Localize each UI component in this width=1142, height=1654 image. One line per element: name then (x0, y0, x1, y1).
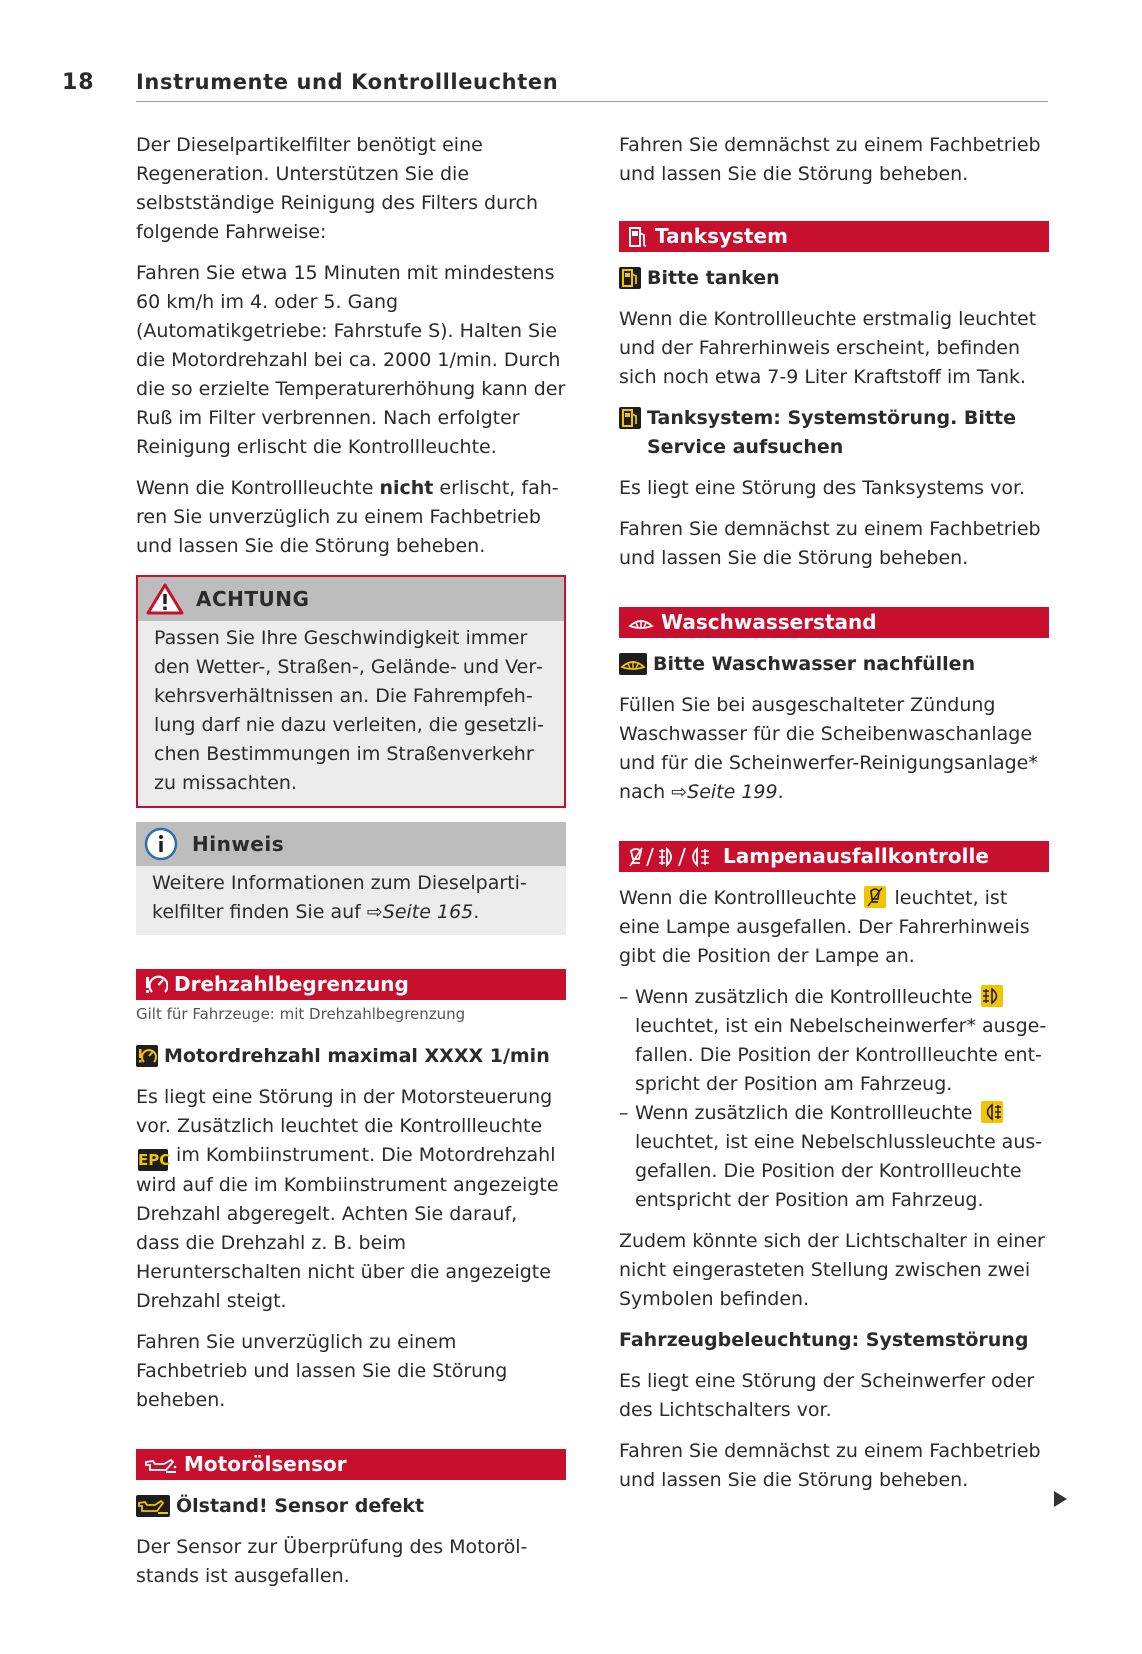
subsection-tank-fault-title: Tanksystem: Systemstörung. Bitte Service aufsuchen (647, 407, 1016, 458)
fuel-warning-icon (619, 267, 641, 289)
oil-warning-icon (136, 1495, 170, 1517)
subsection-oil-level-title: Ölstand! Sensor defekt (176, 1495, 425, 1517)
subsection-washer-refill-title: Bitte Waschwasser nachfüllen (653, 653, 976, 675)
washer-fluid-icon (627, 614, 655, 632)
section-oil-sensor (136, 1449, 566, 1480)
section-washer-fluid-title: Waschwasserstand (661, 610, 877, 634)
note-box (136, 822, 566, 935)
dpf-not-off: Wenn die Kontrollleuchte nicht erlischt, fahren Sie unverzüglich zu einem Fachbetrieb und lassen Sie die Störung beheben. (136, 477, 559, 557)
lighting-fault-heading: Fahrzeugbeleuchtung: Systemstörung (619, 1329, 1029, 1351)
bulb-warning-icon (864, 886, 886, 908)
epc-icon: EPC (138, 1151, 171, 1169)
ref-arrow-icon: ⇨ (366, 901, 383, 923)
subsection-rpm-max-title: Motordrehzahl maximal XXXX 1/min (164, 1045, 550, 1067)
section-rpm-limit (136, 969, 566, 1000)
applies-to: Gilt für Fahrzeuge: mit Drehzahlbegrenzung (136, 1005, 466, 1023)
tank-fault-text: Es liegt eine Störung des Tanksystems vor. (619, 477, 1026, 499)
washer-warning-icon (619, 653, 647, 675)
lamp-failure-list (619, 983, 1049, 1215)
page-number: 18 (62, 70, 95, 95)
next-page-arrow-icon (1054, 1491, 1067, 1507)
light-switch-text: Zudem könnte sich der Lichtschalter in einer nicht eingerasteten Stellung zwischen zwei Symbolen befinden. (619, 1230, 1045, 1310)
subsection-tank-fault (619, 404, 1049, 462)
dpf-drive-instructions: Fahren Sie etwa 15 Minuten mit mindestens 60 km/h im 4. oder 5. Gang (Automatikgetriebe: Fahrstufe S). Halten Sie die Motordrehzahl bei ca. 2000 1/min. Durch die so erzielte Temperaturerhöhung kann der Ruß im Filter verbrennen. Nach erfolgter Reinigung erlischt die Kontrollleuchte. (136, 262, 566, 458)
subsection-oil-level (136, 1492, 566, 1521)
section-tank-system (619, 221, 1049, 252)
rear-fog-light-icon (981, 1101, 1003, 1123)
dpf-intro: Der Dieselpartikelfilter benötigt eine Regeneration. Unterstützen Sie die selbstständige Reinigung des Filters durch folgende Fahrweise: (136, 134, 538, 243)
note-page-link[interactable]: Seite 165 (382, 901, 474, 923)
washer-page-link[interactable]: Seite 199 (687, 781, 778, 803)
subsection-refuel-title: Bitte tanken (647, 267, 780, 289)
chapter-title: Instrumente und Kontrollleuchten (136, 70, 559, 94)
lighting-fault-action: Fahren Sie demnächst zu einem Fachbetrieb und lassen Sie die Störung beheben. (619, 1440, 1041, 1491)
warning-box (136, 575, 566, 808)
washer-text: Füllen Sie bei ausgeschalteter Zündung Waschwasser für die Scheibenwaschanlage und für die Scheinwerfer-Reinigungsanlage* nach ⇨Seite 199. (619, 694, 1038, 803)
warning-header (138, 577, 564, 621)
section-lamp-failure-title: Lampenausfallkontrolle (723, 844, 989, 868)
note-text: Weitere Informationen zum Dieselpartikelfilter finden Sie auf ⇨Seite 165. (136, 866, 566, 935)
rpm-action: Fahren Sie unverzüglich zu einem Fachbetrieb und lassen Sie die Störung beheben. (136, 1331, 508, 1411)
section-tank-system-title: Tanksystem (655, 224, 788, 248)
list-item: – Wenn zusätzlich die Kontrollleuchte leuchtet, ist eine Nebelschlussleuchte ausgefallen. Die Position der Kontrollleuchte entspricht der Position am Fahrzeug. (619, 1099, 1049, 1215)
fog-light-icon (981, 985, 1003, 1007)
lighting-fault-text: Es liegt eine Störung der Scheinwerfer oder des Lichtschalters vor. (619, 1370, 1035, 1421)
subsection-rpm-max (136, 1042, 566, 1071)
note-title: Hinweis (192, 831, 285, 856)
fuel-pump-icon (627, 225, 649, 249)
section-lamp-failure (619, 841, 1049, 872)
refuel-text: Wenn die Kontrollleuchte erstmalig leuchtet und der Fahrerhinweis erscheint, befinden sich noch etwa 7-9 Liter Kraftstoff im Tank. (619, 308, 1037, 388)
rpm-limit-icon (144, 974, 168, 996)
section-washer-fluid (619, 607, 1049, 638)
subsection-refuel (619, 264, 1049, 293)
section-oil-sensor-title: Motorölsensor (184, 1452, 347, 1476)
rpm-warning-icon (136, 1045, 158, 1067)
subsection-washer-refill (619, 650, 1049, 679)
section-rpm-limit-title: Drehzahlbegrenzung (174, 972, 409, 996)
warning-text: Passen Sie Ihre Geschwindigkeit immer den Wetter-, Straßen-, Gelände- und Verkehrsverhältnissen an. Die Fahrempfehlung darf nie dazu verleiten, die gesetzlichen Bestimmungen im Straßenverkehr zu missachten. (138, 621, 564, 806)
info-icon (144, 827, 178, 861)
warning-triangle-icon (146, 583, 184, 615)
warning-title: ACHTUNG (196, 586, 310, 611)
list-item: – Wenn zusätzlich die Kontrollleuchte leuchtet, ist ein Nebelscheinwerfer* ausgefallen. Die Position der Kontrollleuchte entspricht der Position am Fahrzeug. (619, 983, 1049, 1099)
tank-fault-action: Fahren Sie demnächst zu einem Fachbetrieb und lassen Sie die Störung beheben. (619, 518, 1041, 569)
ref-arrow-icon: ⇨ (671, 781, 688, 803)
oil-can-icon (144, 1456, 178, 1474)
top-text: Fahren Sie demnächst zu einem Fachbetrieb und lassen Sie die Störung beheben. (619, 134, 1041, 185)
oil-text: Der Sensor zur Überprüfung des Motorölstands ist ausgefallen. (136, 1536, 528, 1587)
rpm-text: Es liegt eine Störung in der Motorsteuerung vor. Zusätzlich leuchtet die Kontrollleuchte EPC im Kombiinstrument. Die Motordrehzahl wird auf die im Kombiinstrument angezeigte Drehzahl abgeregelt. Achten Sie darauf, dass die Drehzahl z. B. beim Herunterschalten nicht über die angezeigte Drehzahl steigt. (136, 1086, 559, 1312)
header-rule (136, 101, 1048, 102)
right-column (619, 131, 1049, 1507)
left-column (136, 131, 566, 1603)
note-header (136, 822, 566, 866)
fuel-fault-icon (619, 407, 641, 429)
lamp-text: Wenn die Kontrollleuchte leuchtet, ist eine Lampe ausgefallen. Der Fahrerhinweis gibt die Position der Lampe an. (619, 887, 1030, 967)
lamp-failure-icon (627, 845, 717, 869)
